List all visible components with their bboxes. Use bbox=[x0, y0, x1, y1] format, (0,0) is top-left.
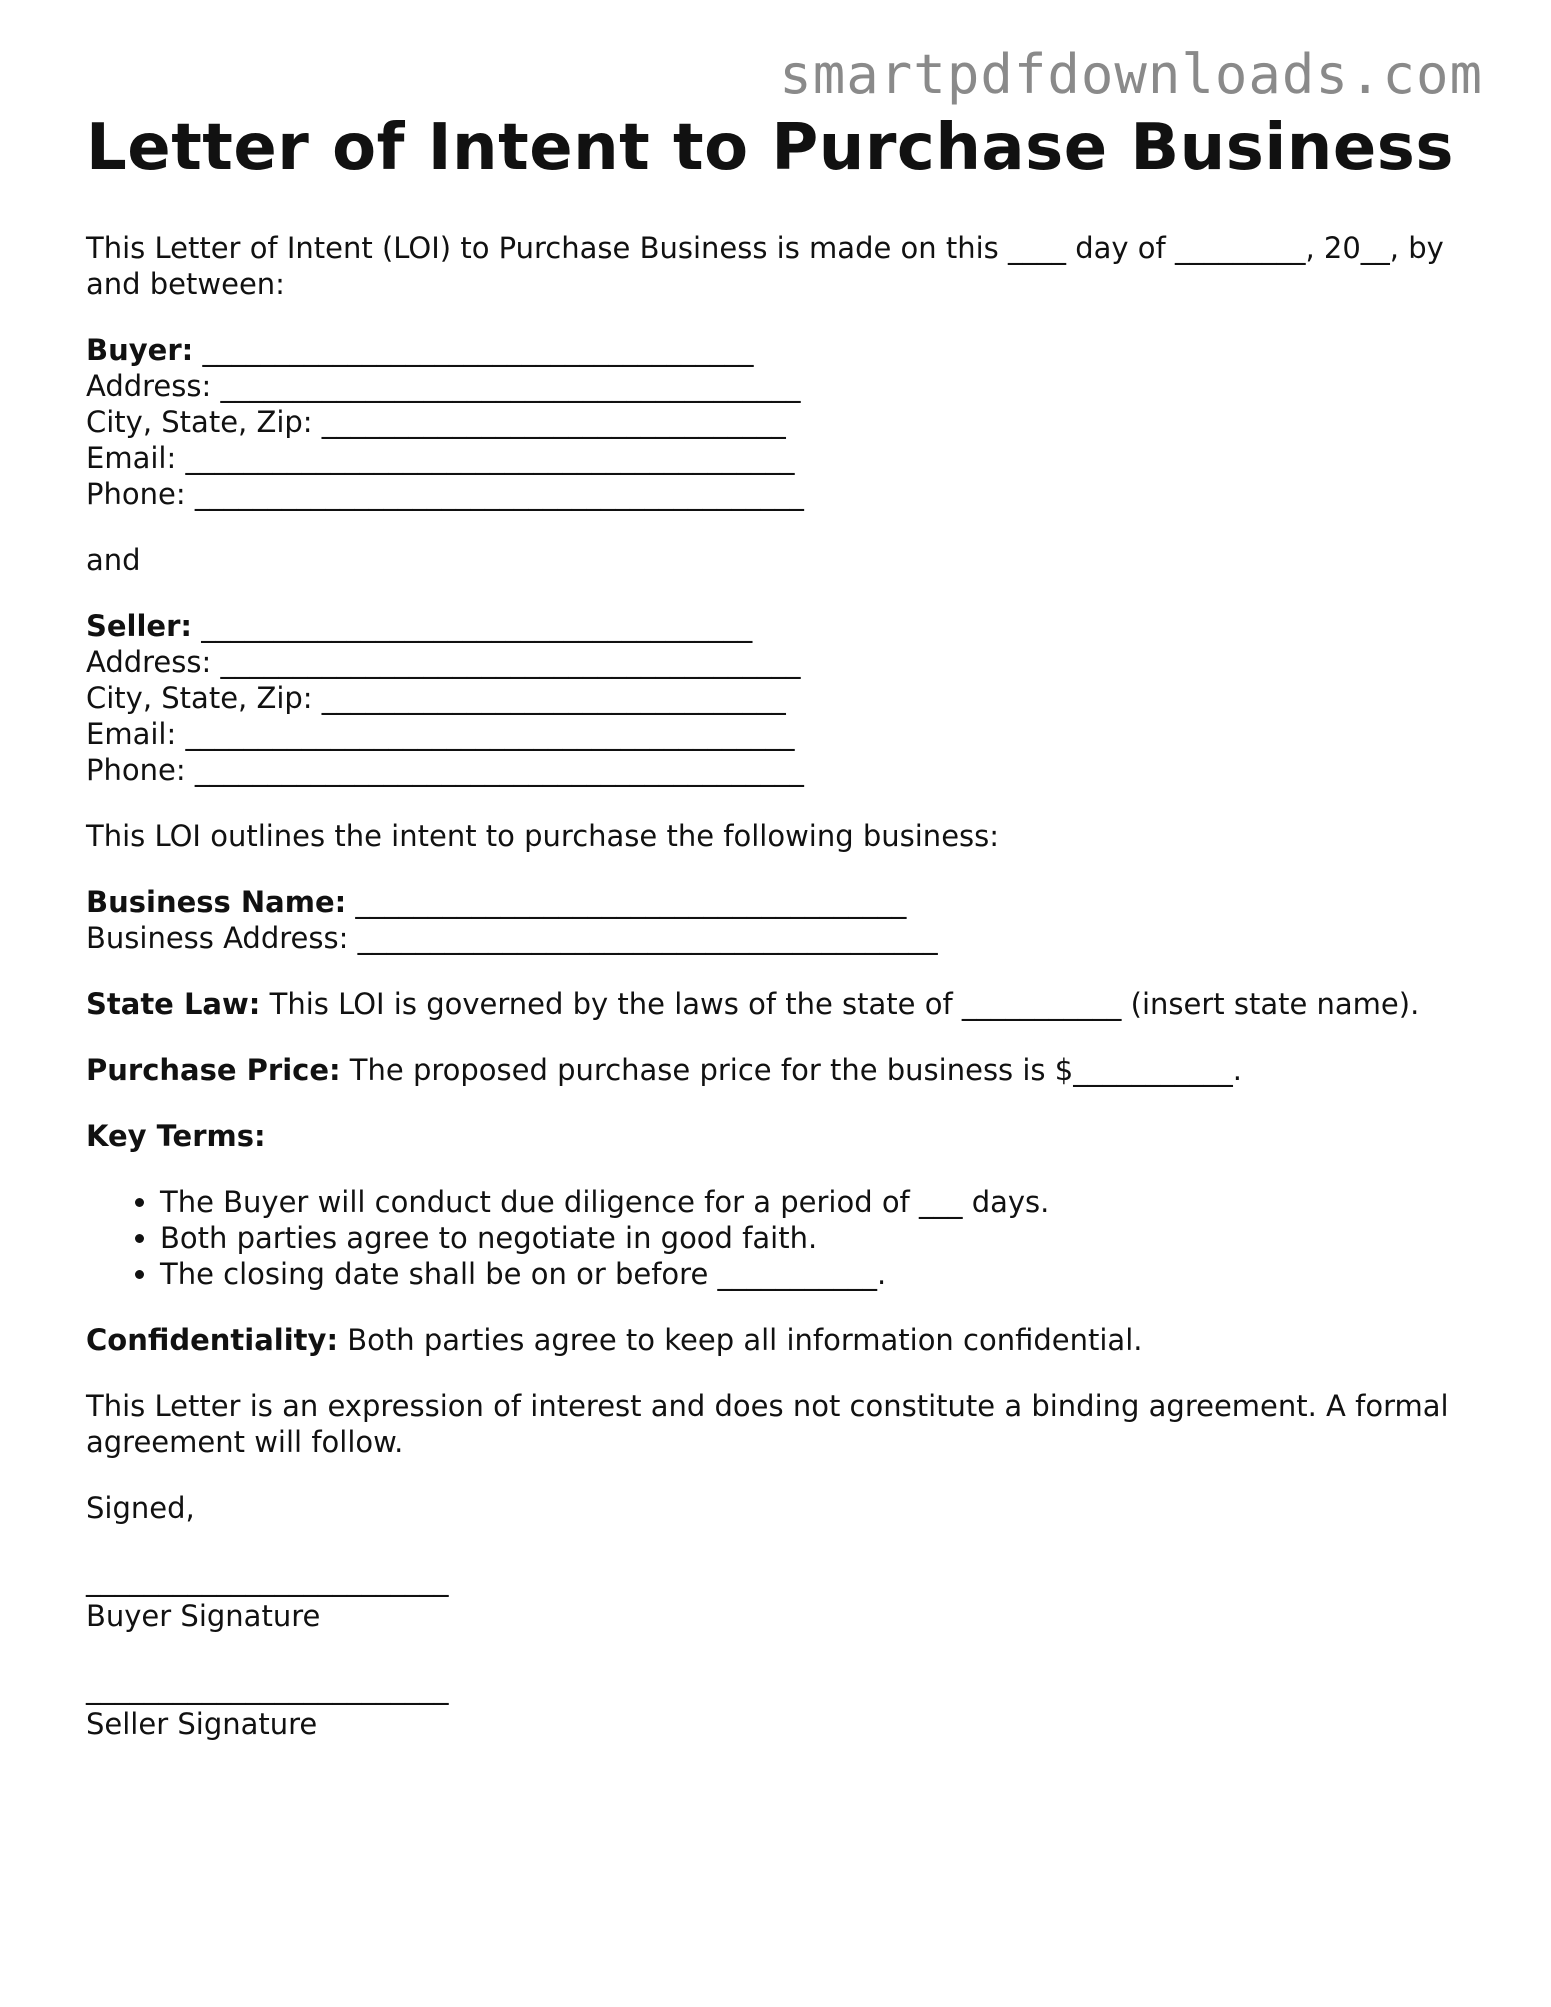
seller-name-line bbox=[86, 608, 1466, 644]
seller-signature-line: _________________________ bbox=[86, 1671, 449, 1705]
buyer-signature-label: Buyer Signature bbox=[86, 1599, 321, 1633]
list-item: • The closing date shall be on or before ___________. bbox=[160, 1256, 1466, 1292]
key-terms-list bbox=[86, 1184, 1466, 1292]
seller-city-state-zip: City, State, Zip: ________________________________ bbox=[86, 681, 786, 715]
seller-label: Seller: bbox=[86, 609, 193, 643]
disclaimer-paragraph: This Letter is an expression of interest and does not constitute a binding agreement. A formal agreement will follow. bbox=[86, 1389, 1449, 1459]
seller-phone: Phone: __________________________________________ bbox=[86, 753, 804, 787]
buyer-block bbox=[86, 332, 1466, 512]
key-terms-label: Key Terms: bbox=[86, 1119, 266, 1153]
confidentiality-paragraph bbox=[86, 1322, 1466, 1358]
buyer-city-state-zip: City, State, Zip: ________________________________ bbox=[86, 405, 786, 439]
buyer-name-line bbox=[86, 332, 1466, 368]
seller-block bbox=[86, 608, 1466, 788]
signed-text: Signed, bbox=[86, 1491, 195, 1525]
and-text: and bbox=[86, 543, 141, 577]
seller-address: Address: ________________________________________ bbox=[86, 645, 801, 679]
buyer-signature-block bbox=[86, 1562, 1466, 1634]
business-name-label: Business Name: bbox=[86, 885, 347, 919]
seller-signature-label: Seller Signature bbox=[86, 1707, 318, 1741]
outline-paragraph: This LOI outlines the intent to purchase the following business: bbox=[86, 819, 1000, 853]
buyer-address: Address: ________________________________________ bbox=[86, 369, 801, 403]
watermark: smartpdfdownloads.com bbox=[779, 43, 1483, 106]
seller-email: Email: __________________________________________ bbox=[86, 717, 795, 751]
buyer-signature-line: _________________________ bbox=[86, 1563, 449, 1597]
business-block bbox=[86, 884, 1466, 956]
business-name-blank: ______________________________________ bbox=[346, 885, 907, 919]
seller-signature-block bbox=[86, 1670, 1466, 1742]
buyer-phone: Phone: __________________________________________ bbox=[86, 477, 804, 511]
state-law-paragraph bbox=[86, 986, 1466, 1022]
state-law-label: State Law: bbox=[86, 987, 261, 1021]
seller-name-blank: ______________________________________ bbox=[192, 609, 753, 643]
business-name-line bbox=[86, 884, 1466, 920]
confidentiality-label: Confidentiality: bbox=[86, 1323, 339, 1357]
buyer-name-blank: ______________________________________ bbox=[193, 333, 754, 367]
buyer-label: Buyer: bbox=[86, 333, 194, 367]
state-law-text: This LOI is governed by the laws of the state of ___________ (insert state name). bbox=[260, 987, 1420, 1021]
page-title: Letter of Intent to Purchase Business bbox=[86, 111, 1454, 185]
intro-paragraph: This Letter of Intent (LOI) to Purchase Business is made on this ____ day of _________, 20__, by and between: bbox=[86, 231, 1444, 301]
confidentiality-text: Both parties agree to keep all information confidential. bbox=[338, 1323, 1143, 1357]
list-item: • Both parties agree to negotiate in good faith. bbox=[160, 1220, 1466, 1256]
key-terms-heading bbox=[86, 1118, 1466, 1154]
purchase-price-label: Purchase Price: bbox=[86, 1053, 341, 1087]
document-page bbox=[86, 110, 1466, 1772]
business-address: Business Address: ________________________________________ bbox=[86, 921, 938, 955]
buyer-email: Email: __________________________________________ bbox=[86, 441, 795, 475]
list-item: • The Buyer will conduct due diligence for a period of ___ days. bbox=[160, 1184, 1466, 1220]
purchase-price-text: The proposed purchase price for the business is $___________. bbox=[340, 1053, 1242, 1087]
purchase-price-paragraph bbox=[86, 1052, 1466, 1088]
